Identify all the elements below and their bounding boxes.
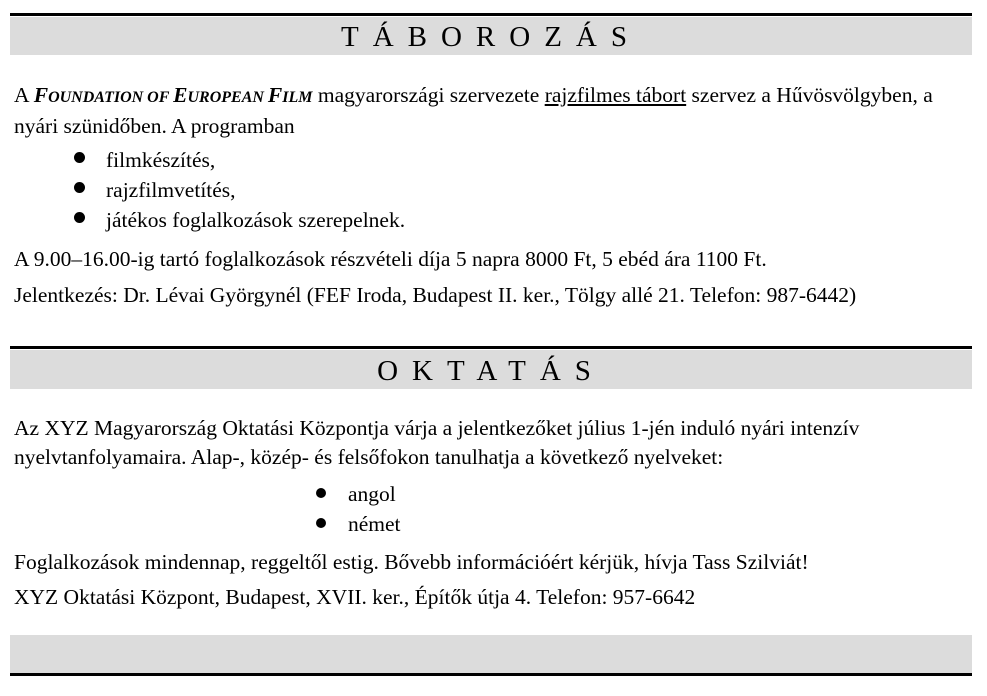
camp-intro-lead: A xyxy=(14,83,34,107)
list-item: filmkészítés, xyxy=(74,145,405,175)
camp-fee: A 9.00–16.00-ig tartó foglalkozások részvételi díja 5 napra 8000 Ft, 5 ebéd ára 1100 Ft. xyxy=(14,247,767,271)
camp-intro-tail: szervez a Hűvösvölgyben, a nyári szünidőben. A programban xyxy=(14,83,933,138)
education-intro: Az XYZ Magyarország Oktatási Központja várja a jelentkezőket július 1-jén induló nyári intenzív nyelvtanfolyamaira. Alap-, közép- és felsőfokon tanulhatja a következő nyelveket: xyxy=(14,416,860,469)
top-rule xyxy=(10,13,972,16)
camp-title: TÁBOROZÁS xyxy=(340,21,641,53)
education-heading xyxy=(10,350,972,389)
camp-intro-mid: magyarországi szervezete xyxy=(312,83,545,107)
camp-heading xyxy=(10,17,972,55)
middle-rule xyxy=(10,346,972,349)
document-page xyxy=(10,0,972,696)
list-item: német xyxy=(316,509,401,539)
education-title: OKTATÁS xyxy=(377,355,605,387)
camp-program-list xyxy=(74,145,405,235)
list-item: játékos foglalkozások szerepelnek. xyxy=(74,205,405,235)
list-item: angol xyxy=(316,479,401,509)
camp-intro xyxy=(14,81,964,141)
camp-underlined-text: rajzfilmes tábort xyxy=(544,83,687,107)
organization-name: FOUNDATION OF EUROPEAN FILM xyxy=(33,83,313,107)
empty-footer-band xyxy=(10,635,972,673)
camp-contact: Jelentkezés: Dr. Lévai Györgynél (FEF Iroda, Budapest II. ker., Tölgy allé 21. Telefon: 987-6442) xyxy=(14,283,857,307)
education-address: XYZ Oktatási Központ, Budapest, XVII. ker., Építők útja 4. Telefon: 957-6642 xyxy=(14,585,696,609)
education-schedule: Foglalkozások mindennap, reggeltől estig. Bővebb információért kérjük, hívja Tass Szilviát! xyxy=(14,550,809,574)
bottom-rule xyxy=(10,673,972,676)
list-item: rajzfilmvetítés, xyxy=(74,175,405,205)
language-list xyxy=(316,479,401,539)
